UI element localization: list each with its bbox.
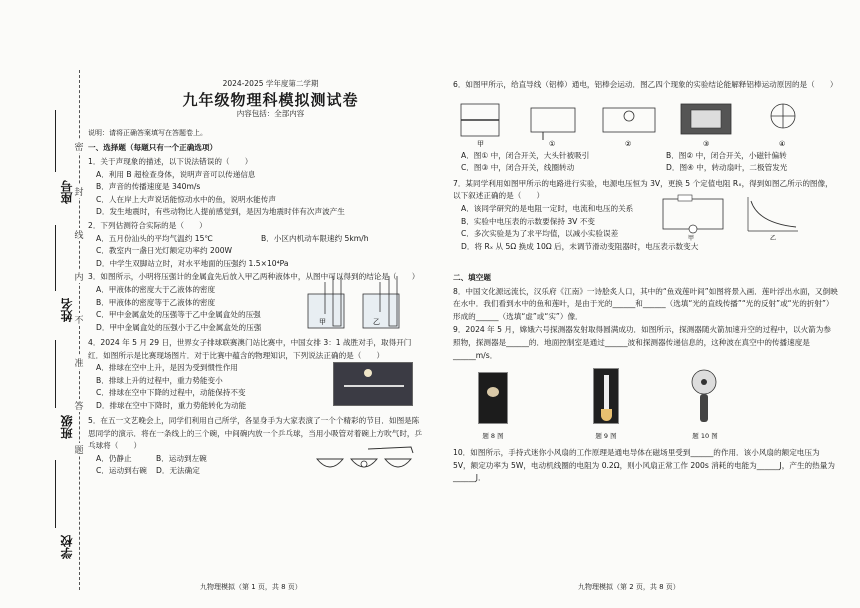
lotus-icon [487,387,499,397]
name-label: 姓名 [60,298,74,322]
option: A．图① 中，闭合开关，大头针被吸引 [461,150,590,160]
option: D．中学生双脚站立时，对水平地面的压强约 1.5×10⁴Pa [96,258,289,268]
binding-margin [0,0,100,608]
school-year: 2024-2025 学年度第二学期 [222,79,319,88]
option-row [88,233,423,246]
option: A．该同学研究的是电阻一定时，电流和电压的关系 [461,203,634,213]
section-heading: 二、填空题 [453,272,491,282]
option: B．甲液体的密度等于乙液体的密度 [96,297,216,307]
option: C．多次实验是为了求平均值，以减小实验误差 [461,229,619,239]
content-range: 内容包括：全部内容 [236,109,305,119]
page-left [88,78,423,598]
fig-label: ③ [703,139,710,148]
option: D．将 Rₓ 从 5Ω 换成 10Ω 后，未调节滑动变阻器时，电压表示数变大 [461,241,699,251]
school-label: 学校 [60,535,74,559]
seal-char: 封 [73,185,85,198]
class-line[interactable] [55,340,56,408]
option: C．排球在空中下降的过程中，动能保持不变 [96,388,246,398]
seal-char: 不 [73,313,85,326]
option: D．发生地震时，有些动物比人提前感觉到，是因为地震时伴有次声波产生 [96,207,345,217]
rocket-icon [604,375,609,409]
school-line[interactable] [55,460,56,528]
seat-number-line[interactable] [55,110,56,172]
page-footer-left: 九物理模拟（第 1 页，共 8 页） [200,583,302,592]
flame-icon [601,409,612,421]
option: B．图② 中，闭合开关，小磁针偏转 [666,150,787,160]
seal-char: 密 [73,140,85,153]
option: A．甲液体的密度大于乙液体的密度 [96,284,216,294]
beaker-label-a: 甲 [319,317,326,326]
option: D．无法确定 [156,466,200,476]
question-10: 10．如图所示，手持式迷你小风扇的工作原理是通电导体在磁场里受到______的作用．该小风扇的额定电压为 5V，额定功率为 5W，电动机线圈的电阻为 0.2Ω，则小风扇正常工作 200s 消耗的电能为______J，产生的热量为______J． [453,448,835,483]
option: B．实验中电压表的示数要保持 3V 不变 [461,216,595,226]
seat-number-label: 座号 [60,180,74,204]
option: B．声音的传播速度是 340m/s [96,182,201,192]
three-bowls-figure [313,445,418,479]
q8-10-figures [453,366,838,446]
fig-label: ① [549,139,556,148]
fig-label: ② [625,139,632,148]
fig-label: 甲 [688,234,695,242]
option: D．图④ 中，转动扇叶，二极管发光 [666,163,788,173]
option: C．运动到右碗 [96,466,147,476]
option: C．人在岸上大声说话能惊动水中的鱼，说明水能传声 [96,194,276,204]
fig-3-motor [681,104,731,148]
option: B．运动到左碗 [156,453,207,463]
figure-caption: 题 8 图 [482,432,504,441]
instructions: 说明：请将正确答案填写在答题卷上。 [88,128,207,137]
q7-block [453,203,838,269]
fig-4-fan-led [771,104,795,148]
q4-block [88,362,423,414]
seal-char: 题 [73,443,85,456]
option: C．图③ 中，闭合开关，线圈转动 [461,163,575,173]
seal-char: 准 [73,356,85,369]
option: C．甲中金属盒处的压强等于乙中金属盒处的压强 [96,310,261,320]
q7-figures [658,193,808,243]
question-2: 2．下列估测符合实际的是（ ） [88,220,207,230]
handheld-fan-photo [689,368,719,426]
question-8: 8．中国文化源远流长，汉乐府《江南》一诗脍炙人口，其中的“鱼戏莲叶间”如图将景入画．莲叶浮出水面，又倒映在水中．我们看到水中的鱼和莲叶，是由于光的______和______（选填“光的直线传播”“光的反射”或“光的折射”）形成的______（选填“虚”或“实”）像． [453,286,838,321]
seal-char: 线 [73,228,85,241]
option: A．仍静止 [96,453,132,463]
option-row [453,162,838,175]
page-footer-right: 九物理模拟（第 2 页，共 8 页） [578,583,680,592]
page-right [453,78,838,598]
lotus-fish-photo [478,372,508,424]
q5-block [88,453,423,479]
option: C．教室内一盏日光灯额定功率约 200W [96,246,233,256]
fig-label: ④ [779,139,786,148]
question-3: 3．如图所示，小明将压强计的金属盒先后放入甲乙两种液体中，从图中可以得到的结论是（ ） [88,272,420,282]
fig-label: 甲 [477,139,484,148]
net-icon [344,385,404,387]
seal-char: 内 [73,270,85,283]
volleyball-photo [333,362,413,406]
option: A．利用 B 超检查身体，说明声音可以传递信息 [96,169,256,179]
pressure-gauge-figure [303,272,413,334]
option: D．排球在空中下降时，重力势能转化为动能 [96,400,247,410]
figure-caption: 题 10 图 [692,432,718,441]
rocket-launch-photo [593,368,619,424]
question-7: 7．某同学利用如图甲所示的电路进行实验，电源电压恒为 3V，更换 5 个定值电阻 Rₓ，得到如图乙所示的图像，以下叙述正确的是（ ） [453,178,833,201]
seal-char: 答 [73,399,85,412]
exam-title: 九年级物理科模拟测试卷 [182,90,359,109]
option: B．排球上升的过程中，重力势能变小 [96,375,223,385]
option: B．小区内机动车限速约 5km/h [261,233,369,243]
name-line[interactable] [55,225,56,291]
fig-aluminum-rod [461,104,499,148]
fig-2-compass [603,108,655,148]
volleyball-icon [364,369,372,377]
q6-figures [453,96,838,150]
question-4: 4．2024 年 5 月 29 日，世界女子排球联赛澳门站比赛中，中国女排 3：1 战胜对手，取得开门红．如图所示是比赛现场图片．对于比赛中蕴含的物理知识，下列说法正确的是（ ） [88,337,412,360]
section-heading: 一、选择题（每题只有一个正确选项） [88,143,218,153]
question-5: 5．在五一文艺晚会上，同学们利用自己所学，各显身手为大家表演了一个个精彩的节目．如图是陈思同学的演示．将在一条线上的三个碗，中间碗内放一个乒乓球，当用小吸管对着碗上方吹气时，乒乓球将（ ） [88,416,423,451]
option: D．甲中金属盒处的压强小于乙中金属盒处的压强 [96,322,262,332]
question-6: 6．如图甲所示，给直导线（铝棒）通电，铝棒会运动．图乙四个现象的实验结论能解释铝棒运动原因的是（ ） [453,80,838,89]
option: A．五月份汕头的平均气温约 15℃ [96,233,213,243]
option-row [453,150,838,163]
fig-1-electromagnet [531,108,575,148]
question-1: 1．关于声现象的描述，以下说法错误的（ ） [88,156,253,166]
figure-caption: 题 9 图 [595,432,617,441]
beaker-label-b: 乙 [373,317,380,326]
question-9: 9．2024 年 5 月，嫦娥六号探测器发射取得圆满成功．如图所示，探测器随火箭加速升空的过程中，以火箭为参照物，探测器是______的．地面控制室是通过______波和探测器传递信息的，这种波在真空中的传播速度是______m/s． [453,325,831,360]
option: A．排球在空中上升，是因为受到惯性作用 [96,363,238,373]
class-label: 班级 [60,415,74,439]
fig-label: 乙 [770,234,777,242]
q3-block [88,284,423,336]
